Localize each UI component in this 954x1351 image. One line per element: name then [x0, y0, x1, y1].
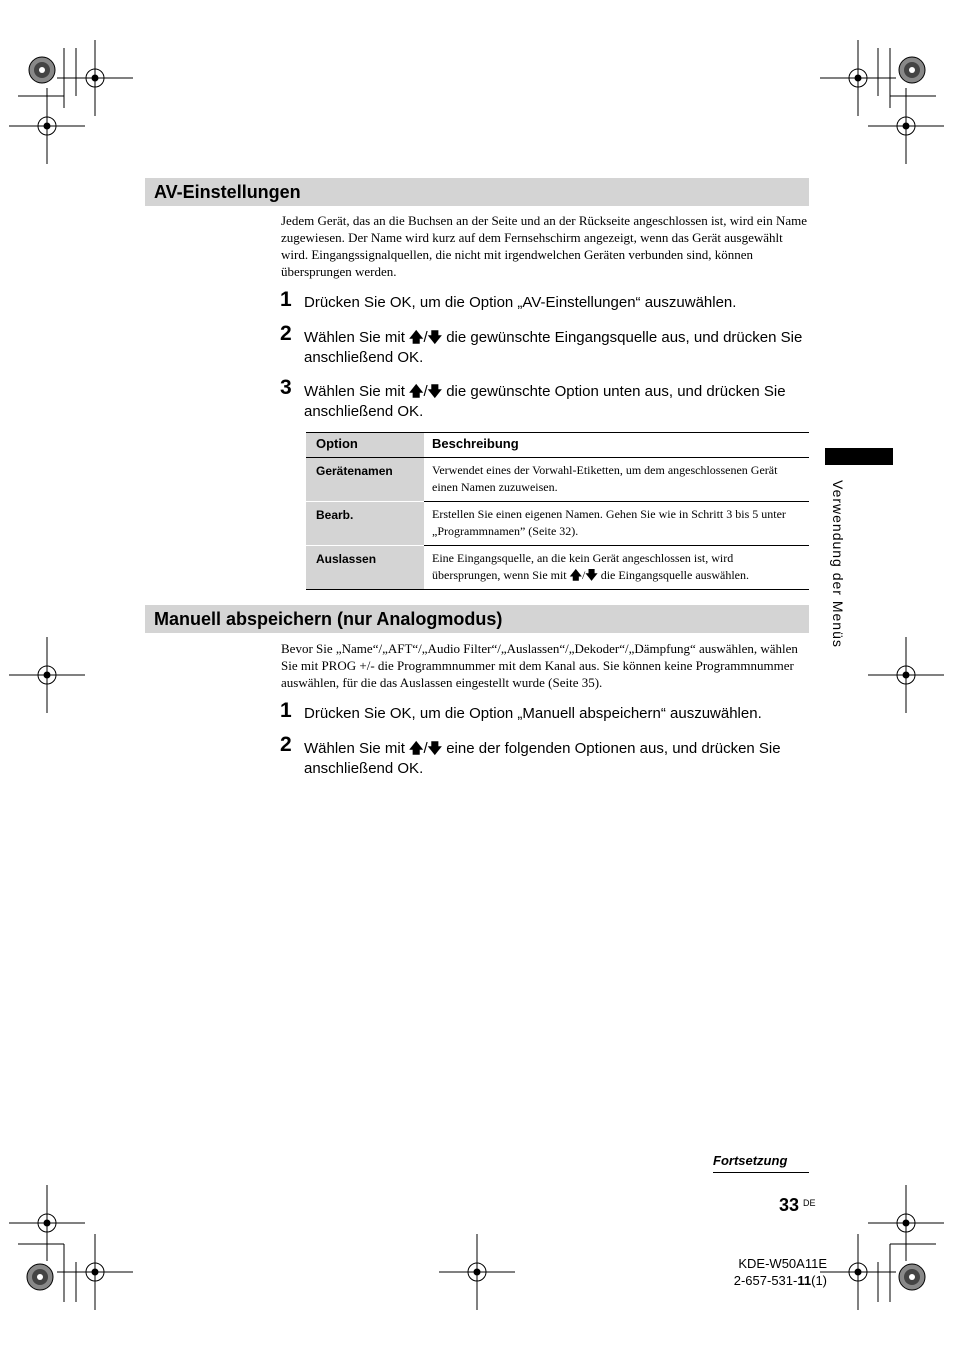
- step-text: [304, 381, 810, 422]
- step-number: 2: [280, 733, 292, 756]
- arrow-down-icon: 🡇: [427, 740, 443, 756]
- table-header-row: [306, 433, 809, 458]
- side-section-label: Verwendung der Menüs: [830, 480, 846, 648]
- step-text-part: die gewünschte Option unten aus, und drücken Sie anschließend OK.: [304, 383, 786, 420]
- column-header-description: Beschreibung: [424, 433, 809, 458]
- step-number: 2: [280, 322, 292, 345]
- step-text: Drücken Sie OK, um die Option „Manuell abspeichern“ auszuwählen.: [304, 705, 762, 722]
- section-intro: Bevor Sie „Name“/„AFT“/„Audio Filter“/„Auslassen“/„Dekoder“/„Dämpfung“ auswählen, wählen Sie mit PROG +/- die Programmnummer mit dem Kanal aus. Sie können keine Programmnummer auswählen, für die das Auslassen eingestellt wurde (Seite 35).: [281, 641, 798, 690]
- step-text-part: eine der folgenden Optionen aus, und drücken Sie anschließend OK.: [304, 740, 781, 777]
- document-code: [712, 1272, 827, 1289]
- table-row: [306, 502, 809, 546]
- table-row: [306, 546, 809, 590]
- section-heading-manuell-abspeichern: Manuell abspeichern (nur Analogmodus): [145, 605, 809, 633]
- step-number: 3: [280, 376, 292, 399]
- options-table: [306, 432, 809, 590]
- continued-label: Fortsetzung: [713, 1153, 809, 1173]
- slash: /: [582, 568, 586, 582]
- code-part-bold: 11: [797, 1273, 812, 1288]
- step-item: [280, 376, 810, 422]
- slash: /: [423, 383, 428, 400]
- section-heading-av-einstellungen: AV-Einstellungen: [145, 178, 809, 206]
- step-item: [280, 699, 810, 724]
- step-text-part: Wählen Sie mit: [304, 329, 410, 346]
- step-item: [280, 288, 810, 313]
- arrow-up-icon: 🡅: [409, 740, 424, 756]
- step-text: Drücken Sie OK, um die Option „AV-Einstellungen“ auszuwählen.: [304, 294, 737, 311]
- model-number: KDE-W50A11E: [738, 1256, 827, 1271]
- option-cell: Gerätenamen: [306, 458, 424, 502]
- description-part: die Eingangsquelle auswählen.: [597, 568, 749, 582]
- arrow-up-icon: 🡅: [409, 383, 424, 399]
- description-cell: Verwendet eines der Vorwahl-Etiketten, um dem angeschlossenen Gerät einen Namen zuzuweisen.: [424, 458, 809, 502]
- slash: /: [423, 740, 428, 757]
- step-number: 1: [280, 288, 292, 311]
- step-text-part: Wählen Sie mit: [304, 740, 410, 757]
- table-row: [306, 458, 809, 502]
- side-tab-marker: [825, 448, 893, 465]
- arrow-down-icon: 🡇: [427, 329, 443, 345]
- page-number: 33: [779, 1195, 800, 1215]
- description-cell: [424, 546, 809, 590]
- option-cell: Auslassen: [306, 546, 424, 590]
- step-item: [280, 733, 810, 779]
- arrow-down-icon: 🡇: [585, 568, 598, 582]
- step-text-part: Wählen Sie mit: [304, 383, 410, 400]
- arrow-up-icon: 🡅: [409, 329, 424, 345]
- arrow-up-icon: 🡅: [569, 568, 582, 582]
- section-intro: Jedem Gerät, das an die Buchsen an der Seite und an der Rückseite angeschlossen ist, wird ein Name zugewiesen. Der Name wird kurz auf dem Fernsehschirm angezeigt, wenn das Gerät ausgewählt wird. Eingangssignalquellen, die nicht mit irgendwelchen Geräten verbunden sind, können übersprungen werden.: [281, 213, 807, 279]
- description-part: Eine Eingangsquelle, an die kein Gerät angeschlossen ist, wird übersprungen, wenn Sie mit: [432, 551, 734, 582]
- slash: /: [423, 329, 428, 346]
- step-text: [304, 738, 810, 779]
- step-text: [304, 327, 810, 368]
- step-text-part: die gewünschte Eingangsquelle aus, und drücken Sie anschließend OK.: [304, 329, 803, 366]
- description-cell: Erstellen Sie einen eigenen Namen. Gehen Sie wie in Schritt 3 bis 5 unter „Programmnamen” (Seite 32).: [424, 502, 809, 546]
- arrow-down-icon: 🡇: [427, 383, 443, 399]
- column-header-option: Option: [306, 433, 424, 458]
- step-item: [280, 322, 810, 368]
- page-language: DE: [803, 1198, 816, 1208]
- code-part: 2-657-531-: [733, 1273, 798, 1288]
- option-cell: Bearb.: [306, 502, 424, 546]
- code-part: (1): [811, 1273, 827, 1288]
- step-number: 1: [280, 699, 292, 722]
